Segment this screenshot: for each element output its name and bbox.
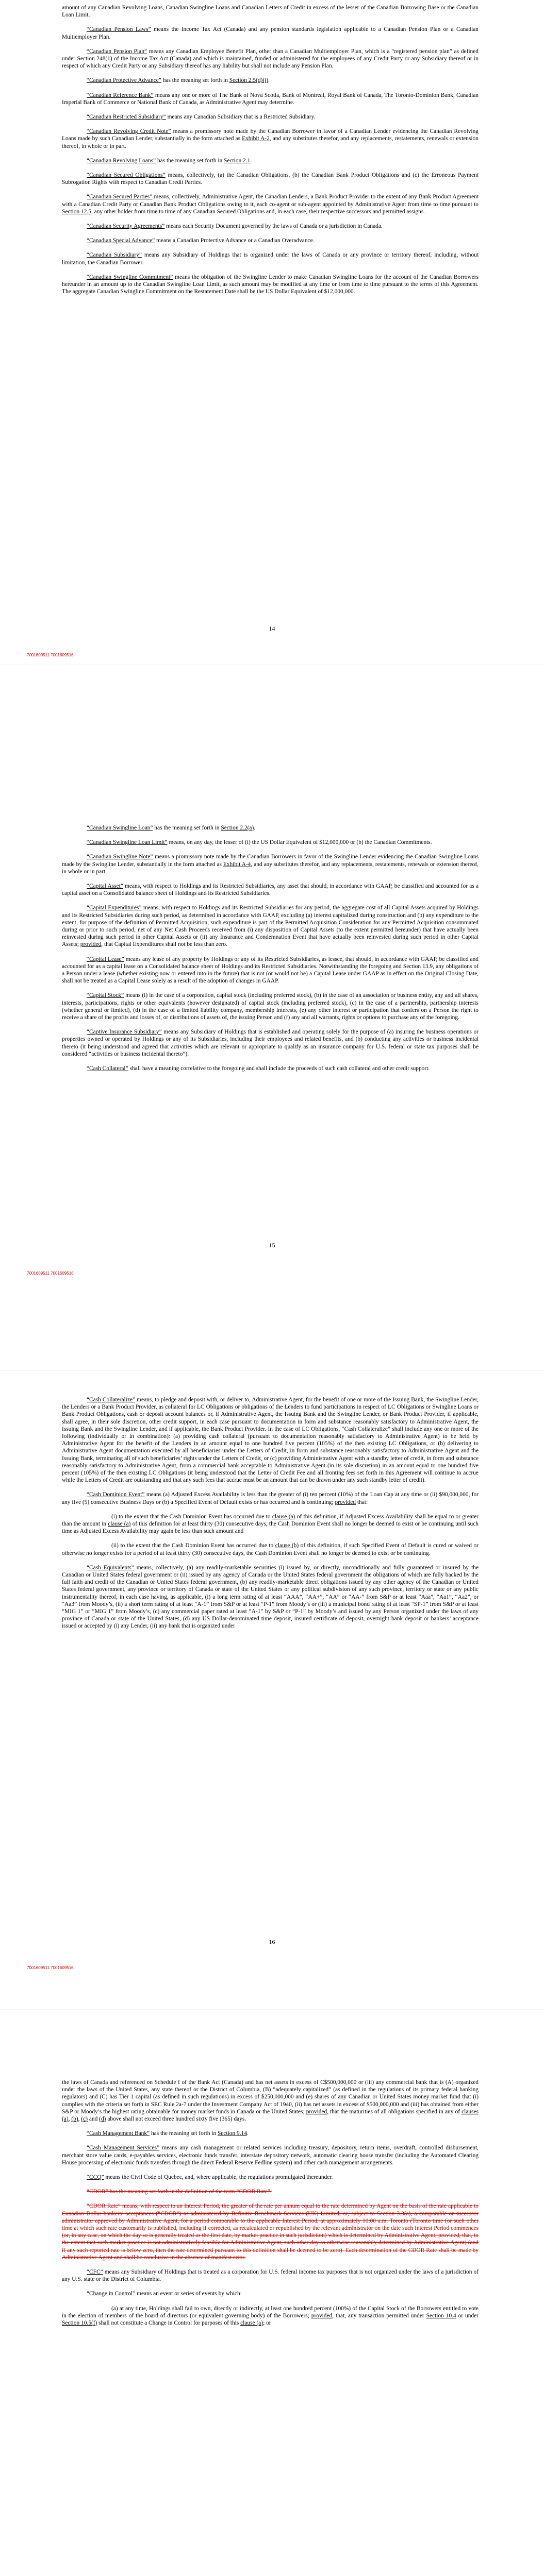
paragraph: the laws of Canada and referenced on Schedule I of the Bank Act (Canada) and has net assets in excess of C$500,000,000 or (iii) any commercial bank that is (A) organized under the laws of the United States, any state thereof or the District of Columbia, (B) “adequately capitalized” (as defined in the regulations of its primary federal banking regulators) and (C) has Tier 1 capital (as defined in such regulations) in excess of $250,000,000 and (e) shares of any Canadian or United States money market fund that (i) complies with the criteria set forth in SEC Rule 2a-7 under the Investment Company Act of 1940, (ii) has net assets in excess of $500,000,000 and (iii) has obtained from either S&P or Moody’s the highest rating obtainable for money market funds in Canada or the United States; provided, that the maturities of all obligations specified in any of clauses (a), (b), (c) and (d) above shall not exceed three hundred sixty five (365) days. <box>62 2079 479 2123</box>
definition-canadian-protective-advance: “Canadian Protective Advance” has the meaning set forth in Section 2.5(d)(i). <box>87 77 270 84</box>
definition-canadian-swingline-loan: “Canadian Swingline Loan” has the meaning set forth in Section 2.2(a). <box>87 825 256 831</box>
document-id: 7001609511 7001609516 <box>27 1965 74 1970</box>
definition-canadian-revolving-credit-note: “Canadian Revolving Credit Note” means a promissory note made by the Canadian Borrower in favor of a Canadian Lender evidencing the Canadian Revolving Loans made by such Canadian Lender, substantially in the form attached as Exhibit A-2, and any substitutes therefor, and any replacements, restatements, renewals or extension thereof, in whole or in part. <box>62 128 479 149</box>
definition-canadian-swingline-commitment: “Canadian Swingline Commitment” means the obligation of the Swingline Lender to make Canadian Swingline Loans for the account of the Canadian Borrowers hereunder in an amount up to the Canadian Swingline Loan Limit, as such amount may be modified at any time or from time to time pursuant to the terms of this Agreement. The aggregate Canadian Swingline Commitment on the Restatement Date shall be the US Dollar Equivalent of $12,000,000. <box>62 274 479 295</box>
page-separator <box>0 2009 544 2010</box>
definition-canadian-secured-parties: “Canadian Secured Parties” means, collectively, Administrative Agent, the Canadian Lenders, a Bank Product Provider to the extent of any Bank Product Agreement with a Canadian Credit Party or Canadian Bank Product Obligations owing to it, each co-agent or sub-agent appointed by Administrative Agent from time to time pursuant to Section 12.5, any other holder from time to time of any Canadian Secured Obligations and, in each case, their respective successors and permitted assigns. <box>62 194 479 215</box>
definition-captive-insurance-subsidiary: “Captive Insurance Subsidiary” means any Subsidiary of Holdings that is established and operating solely for the purpose of (a) insuring the business operations or properties owned or operated by Holdings or any of its Subsidiaries, including their employees and related benefits, and (b) conducting any activities or business incidental thereto (it being understood and agreed that activities which are relevant or appropriate to qualify as an insurance company for U.S. federal or state tax purposes shall be considered “activities or business incidental thereto”). <box>62 1029 479 1057</box>
definition-cash-management-bank: “Cash Management Bank” has the meaning set forth in Section 9.14. <box>87 2130 249 2137</box>
clause-ii: (ii) to the extent that the Cash Dominion Event has occurred due to clause (b) of this definition, if such Specified Event of Default is cured or waived or otherwise no longer exists for a period of at least thirty (30) consecutive days, the Cash Dominion Event shall no longer be deemed to exist or be continuing. <box>62 1543 479 1556</box>
definition-canadian-revolving-loans: “Canadian Revolving Loans” has the meaning set forth in Section 2.1. <box>87 157 252 164</box>
page-number: 14 <box>269 625 275 632</box>
page-number: 16 <box>269 1938 275 1945</box>
definition-canadian-subsidiary: “Canadian Subsidiary” means any Subsidiary of Holdings that is organized under the laws of Canada or any province or territory thereof, including, without limitation, the Canadian Borrower. <box>62 252 479 266</box>
definition-capital-asset: “Capital Asset” means, with respect to Holdings and its Restricted Subsidiaries, any asset that should, in accordance with GAAP, be classified and accounted for as a capital asset on a Consolidated balance sheet of Holdings and its Restricted Subsidiaries. <box>62 883 479 897</box>
deleted-definition-cdor-rate: “CDOR Rate” means, with respect to an Interest Period, the greater of the rate per annum equal to the rate determined by Agent on the basis of the rate applicable to Canadian Dollar bankers’ acceptances (“CDOR”) as administered by Refinitiv Benchmark Services (UK) Limited, or, subject to Section 3.3(a), a comparable or successor administrator approved by Administrative Agent, for a period comparable to the applicable Interest Period, at approximately 10:00 a.m. Toronto (Toronto time (or such other time at which such rate customarily is published, including if corrected, as recalculated or republished by the relevant administrator on the date such Interest Period commences (or, in any case, on which the day so is generally treated as the first date, by market practice in such jurisdiction) which is determined by Administrative Agent; provided, that, to the extent that such market practice is not administratively feasible for Administrative Agent, such other day as otherwise reasonably determined by Administrative Agent) (and if any such reported rate is below zero, then the rate determined pursuant to this definition shall be deemed to be zero). Each determination of the CDOR Rate shall be made by Administrative Agent and shall be conclusive in the absence of manifest error. <box>62 2203 479 2261</box>
document-id: 7001609511 7001609516 <box>27 653 74 657</box>
definition-capital-lease: “Capital Lease” means any lease of any property by Holdings or any of its Restricted Subsidiaries, as lessee, that should, in accordance with GAAP, be classified and accounted for as a capital lease on a Consolidated balance sheet of Holdings and its Restricted Subsidiaries. Notwithstanding the foregoing and Section 13.9, any obligations of a Person under a lease (whether existing now or entered into in the future) that is not (or would not be) a Capital Lease under GAAP as in effect on the Original Closing Date, shall not be treated as a Capital Lease solely as a result of the adoption of changes in GAAP. <box>62 956 479 985</box>
definition-cash-management-services: “Cash Management Services” means any cash management or related services including treasury, depository, return items, overdraft, controlled disbursement, merchant store value cards, e-payables services, electronic funds transfer, interstate depository network, automatic clearing house transfer (including the Automated Clearing House processing of electronic funds transfers through the direct Federal Reserve Fedline system) and other cash management arrangements. <box>62 2145 479 2166</box>
definition-canadian-swingline-loan-limit: “Canadian Swingline Loan Limit” means, on any day, the lesser of (i) the US Dollar Equivalent of $12,000,000 or (b) the Canadian Commitments. <box>87 839 432 846</box>
definition-canadian-restricted-subsidiary: “Canadian Restricted Subsidiary” means any Canadian Subsidiary that is a Restricted Subsidiary. <box>87 114 316 121</box>
definition-cfc: “CFC” means any Subsidiary of Holdings that is treated as a corporation for U.S. federal income tax purposes that is not organized under the laws of a jurisdiction of any U.S. state or the District of Columbia. <box>62 2269 479 2283</box>
definition-capital-stock: “Capital Stock” means (i) in the case of a corporation, capital stock (including preferred stock), (b) in the case of an association or business entity, any and all shares, interests, participations, rights or other equivalents (however designated) of capital stock (including preferred stock), (c) in the case of a partnership, partnership interests (whether general or limited), (d) in the case of a limited liability company, membership interests, (e) any other interest or participation that confers on a Person the right to receive a share of the profits and losses of, or distributions of assets of, the issuing Person and (f) any and all warrants, rights or options to purchase any of the foregoing. <box>62 992 479 1021</box>
definition-cash-collateralize: “Cash Collateralize” means, to pledge and deposit with, or deliver to, Administrative Agent, for the benefit of one or more of the Issuing Bank, the Swingline Lender, the Lenders or a Bank Product Provider, as collateral for LC Obligations or obligations of the Lenders to fund participations in respect of LC Obligations or Swingline Loans or Bank Product Obligations, cash or deposit account balances or, if Administrative Agent, the Issuing Bank and the Swingline Lender, or Bank Product Provider, if applicable, shall agree, in their sole discretion, other credit support, in each case pursuant to documentation in form and substance reasonably satisfactory to Administrative Agent, the Issuing Bank and the Swingline Lender, and if applicable, the Bank Product Provider. In the case of LC Obligations, “Cash Collateralize” shall include any one or more of the following (individually or in combination): (a) providing cash collateral (pursuant to documentation reasonably satisfactory to Administrative Agent) to be held by Administrative Agent for the benefit of the Lenders in an amount equal to one hundred five percent (105%) of the then existing LC Obligations, or (b) delivering to Administrative Agent documentation executed by all beneficiaries under the Letters of Credit, in form and substance reasonably satisfactory to Administrative Agent and the Issuing Bank, terminating all of such beneficiaries’ rights under the Letters of Credit, or (c) providing Administrative Agent with a standby letter of credit, in form and substance reasonably satisfactory to Administrative Agent, from a commercial bank acceptable to Administrative Agent (in its sole discretion) in an amount equal to one hundred five percent (105%) of the then existing LC Obligations (it being understood that the Letter of Credit Fee and all fronting fees set forth in this Agreement will continue to accrue while the Letters of Credit are outstanding and that any such fees that accrue must be an amount that can be drawn under any such standby letter of credit). <box>62 1397 479 1484</box>
definition-cash-collateral: “Cash Collateral” shall have a meaning correlative to the foregoing and shall include the proceeds of such cash collateral and other credit support. <box>87 1065 430 1072</box>
definition-ccq: “CCQ” means the Civil Code of Quebec, and, where applicable, the regulations promulgated thereunder. <box>87 2174 333 2181</box>
definition-canadian-pension-plan: “Canadian Pension Plan” means any Canadian Employee Benefit Plan, other than a Canadian Multiemployer Plan, which is a “registered pension plan” as defined under Section 248(1) of the Income Tax Act (Canada) and which is maintained, funded or administered for the employees of any Credit Party or any Subsidiary thereof or in respect of which any Credit Party or any Subsidiary thereof has any liability but shall not include any Pension Plan. <box>62 48 479 70</box>
definition-canadian-pension-laws: “Canadian Pension Laws” means the Income Tax Act (Canada) and any pension standards legislation applicable to a Canadian Pension Plan or a Canadian Multiemployer Plan. <box>62 26 479 40</box>
definition-canadian-security-agreements: “Canadian Security Agreements” means each Security Document governed by the laws of Canada or a jurisdiction in Canada. <box>87 223 383 230</box>
clause-i: (i) to the extent that the Cash Dominion Event has occurred due to clause (a) of this definition, if Adjusted Excess Availability shall be equal to or greater than the amount in clause (a) of this definition for at least thirty (30) consecutive days, the Cash Dominion Event shall no longer be deemed to exist or be continuing until such time as Adjusted Excess Availability may again be less than such amount and <box>62 1513 479 1535</box>
clause-a: (a) at any time, Holdings shall fail to own, directly or indirectly, at least one hundred percent (100%) of the Capital Stock of the Borrowers entitled to vote in the election of members of the board of directors (or equivalent governing body) of the Borrowers; provided, that, any transaction permitted under Section 10.4 or under Section 10.5(f) shall not constitute a Change in Control for purposes of this clause (a); or <box>62 2305 479 2327</box>
paragraph: amount of any Canadian Revolving Loans, Canadian Swingline Loans and Canadian Letters of Credit in excess of the lesser of the Canadian Borrowing Base or the Canadian Loan Limit. <box>62 5 479 19</box>
definition-cash-dominion-event: “Cash Dominion Event” means (a) Adjusted Excess Availability is less than the greater of (i) ten percent (10%) of the Loan Cap at any time or (ii) $90,000,000, for any five (5) consecutive Business Days or (b) a Specified Event of Default exists or has occurred and is continuing; provided that: <box>62 1492 479 1505</box>
definition-canadian-special-advance: “Canadian Special Advance” means a Canadian Protective Advance or a Canadian Overadvance. <box>87 238 315 244</box>
definition-cash-equivalents: “Cash Equivalents” means, collectively, (a) any readily-marketable securities (i) issued by, or directly, unconditionally and fully guaranteed or insured by the Canadian or United States federal government or (ii) issued by any agency of Canada or the United States federal government the obligations of which are fully backed by the full faith and credit of the Canadian or United States federal government, (b) any readily-marketable direct obligations issued by any other agency of the Canadian or United States federal government, any province or territory of Canada or state of the United States or any political subdivision of any such province, territory or state or any public instrumentality thereof, in each case having, as applicable, (i) a long term rating of at least “AAA”, “AA+”, “AA” or “AA-” from S&P or at least “Aaa”, “Aa1”, “Aa2”, or “Aa3” from Moody’s, (ii) a short term rating of at least “A-1” from S&P or at least “P-1” from Moody’s or (iii) a municipal bond rating of at least “SP-1” from S&P or at least “MIG 1” or “MIG 1” from Moody’s, (c) any commercial paper rated at least “A-1” by S&P or “P-1” by Moody’s and issued by any Person organized under the laws of any province of Canada or state of the United States, (d) any US Dollar-denominated time deposit, insured certificate of deposit, overnight bank deposit or bankers’ acceptance issued or accepted by (i) any Lender, (ii) any bank that is organized under <box>62 1564 479 1630</box>
deleted-definition-cdor: “CDOR” has the meaning set forth in the definition of the term “CDOR Rate”. <box>87 2189 272 2195</box>
definition-canadian-swingline-note: “Canadian Swingline Note” means a promissory note made by the Canadian Borrowers in favor of the Swingline Lender evidencing the Canadian Swingline Loans made by the Swingline Lender, substantially in the form attached as Exhibit A-4, and any substitutes therefor, and any replacements, restatements, renewals or extension thereof, in whole or in part. <box>62 854 479 875</box>
page-separator <box>0 1370 544 1371</box>
definition-capital-expenditures: “Capital Expenditures” means, with respect to Holdings and its Restricted Subsidiaries for any period, the aggregate cost of all Capital Assets acquired by Holdings and its Restricted Subsidiaries during such period, as determined in accordance with GAAP, excluding (a) interest capitalized during construction and (b) any expenditure to the extent, for purpose of the definition of Permitted Acquisition, such expenditure is part of the Permitted Acquisition Consideration for any Permitted Acquisition consummated during or prior to such period, net of any Net Cash Proceeds received from (i) any disposition of Capital Assets (to the extent permitted hereunder) that have actually been reinvested during such period in other Capital Assets or (ii) any Insurance and Condemnation Event that have actually been reinvested during such period in other Capital Assets; provided, that Capital Expenditures shall not be less than zero. <box>62 905 479 948</box>
definition-change-in-control: “Change in Control” means an event or series of events by which: <box>87 2291 242 2297</box>
definition-canadian-reference-bank: “Canadian Reference Bank” means any one or more of The Bank of Nova Scotia, Bank of Montreal, Royal Bank of Canada, The Toronto-Dominion Bank, Canadian Imperial Bank of Commerce or National Bank of Canada, as Administrative Agent may determine. <box>62 92 479 106</box>
page-number: 15 <box>269 1242 275 1249</box>
definition-canadian-secured-obligations: “Canadian Secured Obligations” means, collectively, (a) the Canadian Obligations, (b) the Canadian Bank Product Obligations and (c) the Erroneous Payment Subrogation Rights with respect to Canadian Credit Parties. <box>62 172 479 186</box>
document-id: 7001609511 7001609516 <box>27 1271 74 1276</box>
